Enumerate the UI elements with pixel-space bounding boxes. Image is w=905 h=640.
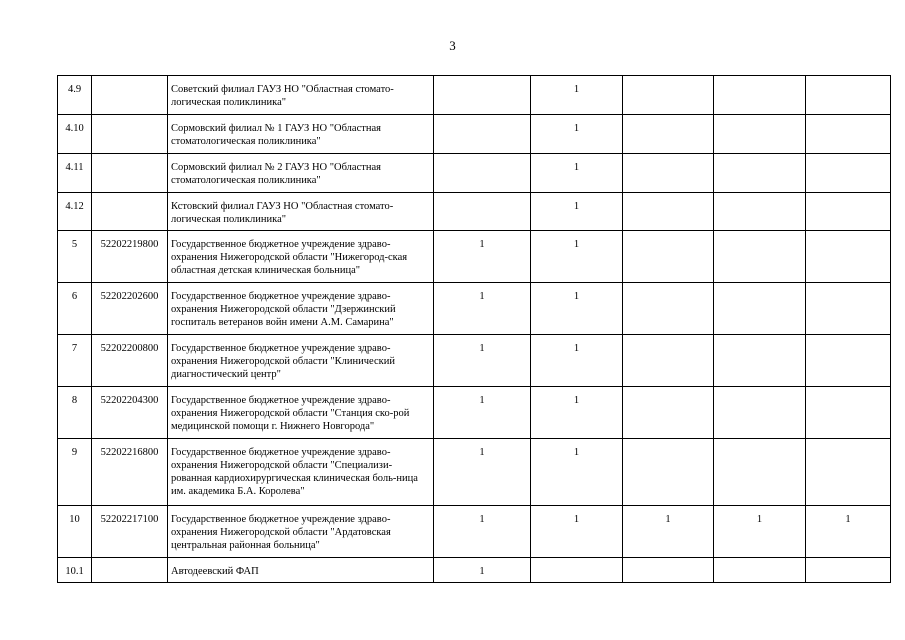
- table-row: [58, 506, 891, 558]
- institution-name: Автодеевский ФАП: [168, 558, 434, 583]
- institution-code: [92, 115, 168, 154]
- row-number: 4.12: [58, 193, 92, 231]
- row-number: 4.9: [58, 76, 92, 115]
- value-cell: [806, 115, 891, 154]
- table-row: [58, 558, 891, 583]
- value-cell: 1: [531, 231, 623, 283]
- value-cell: 1: [531, 387, 623, 439]
- institution-code: [92, 193, 168, 231]
- value-cell: [714, 439, 806, 506]
- institution-name: Сормовский филиал № 2 ГАУЗ НО "Областная стоматологическая поликлиника": [168, 154, 434, 193]
- institution-code: [92, 76, 168, 115]
- row-number: 8: [58, 387, 92, 439]
- value-cell: [434, 154, 531, 193]
- value-cell: [806, 335, 891, 387]
- value-cell: 1: [434, 506, 531, 558]
- institution-name: Государственное бюджетное учреждение здраво-охранения Нижегородской области "Клинический диагностический центр": [168, 335, 434, 387]
- table-row: [58, 115, 891, 154]
- value-cell: [714, 154, 806, 193]
- row-number: 9: [58, 439, 92, 506]
- row-number: 4.10: [58, 115, 92, 154]
- value-cell: 1: [531, 506, 623, 558]
- table-row: [58, 335, 891, 387]
- value-cell: [714, 76, 806, 115]
- value-cell: [714, 115, 806, 154]
- value-cell: 1: [434, 231, 531, 283]
- value-cell: [623, 558, 714, 583]
- institution-code: 52202200800: [92, 335, 168, 387]
- table-row: [58, 76, 891, 115]
- value-cell: 1: [434, 335, 531, 387]
- value-cell: 1: [714, 506, 806, 558]
- row-number: 10.1: [58, 558, 92, 583]
- table-row: [58, 154, 891, 193]
- value-cell: [714, 231, 806, 283]
- institution-code: 52202204300: [92, 387, 168, 439]
- value-cell: 1: [531, 193, 623, 231]
- institution-name: Сормовский филиал № 1 ГАУЗ НО "Областная стоматологическая поликлиника": [168, 115, 434, 154]
- institution-name: Государственное бюджетное учреждение здраво-охранения Нижегородской области "Нижегород-ская областная детская клиническая больница": [168, 231, 434, 283]
- value-cell: 1: [531, 335, 623, 387]
- institution-code: 52202202600: [92, 283, 168, 335]
- value-cell: 1: [434, 283, 531, 335]
- value-cell: [714, 283, 806, 335]
- value-cell: [623, 439, 714, 506]
- value-cell: [714, 387, 806, 439]
- institution-code: [92, 558, 168, 583]
- table-row: [58, 231, 891, 283]
- page-number: 3: [449, 38, 456, 53]
- row-number: 4.11: [58, 154, 92, 193]
- value-cell: 1: [434, 439, 531, 506]
- institution-code: 52202217100: [92, 506, 168, 558]
- value-cell: [623, 335, 714, 387]
- row-number: 5: [58, 231, 92, 283]
- value-cell: 1: [623, 506, 714, 558]
- table-row: [58, 193, 891, 231]
- institution-name: Государственное бюджетное учреждение здраво-охранения Нижегородской области "Специализи-рованная кардиохирургическая клиническая боль-ница им. академика Б.А. Королева": [168, 439, 434, 506]
- value-cell: [434, 115, 531, 154]
- value-cell: 1: [531, 115, 623, 154]
- row-number: 7: [58, 335, 92, 387]
- value-cell: [806, 231, 891, 283]
- value-cell: [806, 76, 891, 115]
- value-cell: [531, 558, 623, 583]
- value-cell: 1: [434, 558, 531, 583]
- value-cell: 1: [806, 506, 891, 558]
- value-cell: [434, 193, 531, 231]
- institution-name: Государственное бюджетное учреждение здраво-охранения Нижегородской области "Дзержинский госпиталь ветеранов войн имени А.М. Самарина": [168, 283, 434, 335]
- value-cell: [714, 558, 806, 583]
- institutions-table: [57, 75, 891, 583]
- institution-name: Государственное бюджетное учреждение здраво-охранения Нижегородской области "Станция ско-рой медицинской помощи г. Нижнего Новгорода": [168, 387, 434, 439]
- row-number: 10: [58, 506, 92, 558]
- institution-code: [92, 154, 168, 193]
- value-cell: [806, 283, 891, 335]
- value-cell: [623, 283, 714, 335]
- value-cell: 1: [434, 387, 531, 439]
- institution-name: Государственное бюджетное учреждение здраво-охранения Нижегородской области "Ардатовская центральная районная больница": [168, 506, 434, 558]
- value-cell: [806, 193, 891, 231]
- table-row: [58, 387, 891, 439]
- value-cell: [623, 231, 714, 283]
- institution-code: 52202216800: [92, 439, 168, 506]
- value-cell: [623, 193, 714, 231]
- value-cell: 1: [531, 439, 623, 506]
- value-cell: [714, 193, 806, 231]
- table-row: [58, 283, 891, 335]
- value-cell: [434, 76, 531, 115]
- value-cell: 1: [531, 154, 623, 193]
- value-cell: [623, 154, 714, 193]
- table-row: [58, 439, 891, 506]
- value-cell: [623, 76, 714, 115]
- value-cell: [806, 154, 891, 193]
- value-cell: [806, 439, 891, 506]
- value-cell: [806, 558, 891, 583]
- value-cell: [623, 115, 714, 154]
- value-cell: [623, 387, 714, 439]
- institution-name: Советский филиал ГАУЗ НО "Областная стомато-логическая поликлиника": [168, 76, 434, 115]
- institution-code: 52202219800: [92, 231, 168, 283]
- value-cell: 1: [531, 76, 623, 115]
- institution-name: Кстовский филиал ГАУЗ НО "Областная стомато-логическая поликлиника": [168, 193, 434, 231]
- value-cell: [806, 387, 891, 439]
- value-cell: [714, 335, 806, 387]
- value-cell: 1: [531, 283, 623, 335]
- row-number: 6: [58, 283, 92, 335]
